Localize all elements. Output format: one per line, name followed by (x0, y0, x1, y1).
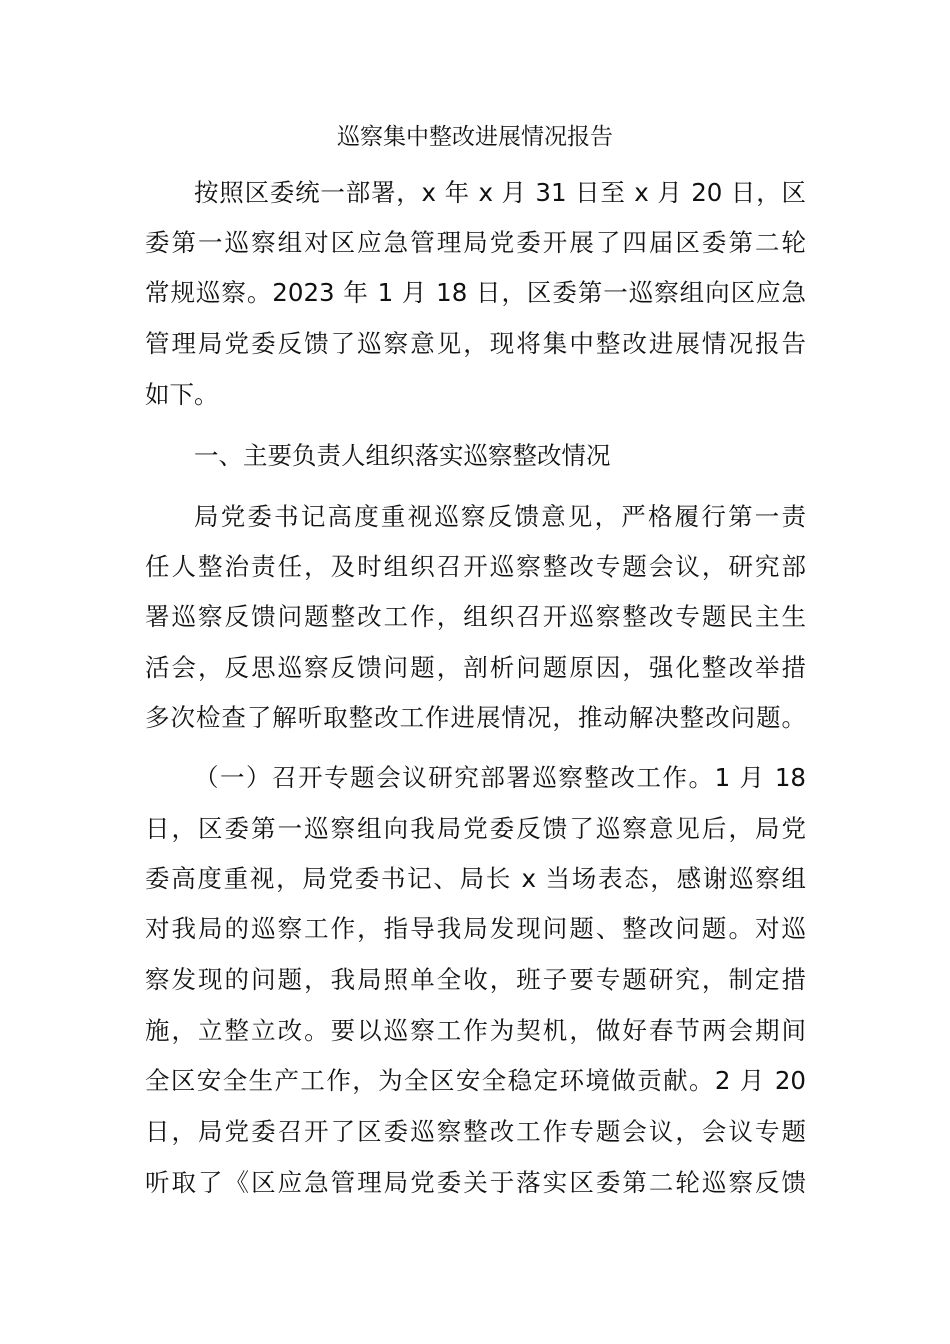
section-heading: 一、主要负责人组织落实巡察整改情况 (194, 441, 611, 470)
paragraph-line: 对我局的巡察工作，指导我局发现问题、整改问题。对巡 (145, 914, 806, 943)
paragraph-line: （一）召开专题会议研究部署巡察整改工作。1 月 18 (194, 763, 806, 792)
paragraph-line: 按照区委统一部署，x 年 x 月 31 日至 x 月 20 日，区 (194, 178, 806, 207)
paragraph-line: 听取了《区应急管理局党委关于落实区委第二轮巡察反馈 (145, 1168, 806, 1197)
paragraph-line: 全区安全生产工作，为全区安全稳定环境做贡献。2 月 20 (145, 1066, 806, 1095)
paragraph-line: 任人整治责任，及时组织召开巡察整改专题会议，研究部 (145, 552, 806, 581)
paragraph-line: 活会，反思巡察反馈问题，剖析问题原因，强化整改举措 (145, 653, 806, 682)
paragraph-line: 施，立整立改。要以巡察工作为契机，做好春节两会期间 (145, 1016, 806, 1045)
paragraph-line: 日，区委第一巡察组向我局党委反馈了巡察意见后，局党 (145, 814, 806, 843)
document-title: 巡察集中整改进展情况报告 (337, 124, 613, 150)
paragraph-line: 局党委书记高度重视巡察反馈意见，严格履行第一责 (194, 502, 806, 531)
paragraph-line: 常规巡察。2023 年 1 月 18 日，区委第一巡察组向区应急 (145, 278, 806, 307)
paragraph-line: 如下。 (145, 380, 219, 409)
paragraph-line: 委第一巡察组对区应急管理局党委开展了四届区委第二轮 (145, 228, 806, 257)
paragraph-line: 日，局党委召开了区委巡察整改工作专题会议，会议专题 (145, 1117, 806, 1146)
paragraph-line: 委高度重视，局党委书记、局长 x 当场表态，感谢巡察组 (145, 864, 806, 893)
paragraph-line: 署巡察反馈问题整改工作，组织召开巡察整改专题民主生 (145, 602, 806, 631)
paragraph-line: 管理局党委反馈了巡察意见，现将集中整改进展情况报告 (145, 329, 806, 358)
paragraph-line: 多次检查了解听取整改工作进展情况，推动解决整改问题。 (145, 703, 806, 732)
paragraph-line: 察发现的问题，我局照单全收，班子要专题研究，制定措 (145, 965, 806, 994)
